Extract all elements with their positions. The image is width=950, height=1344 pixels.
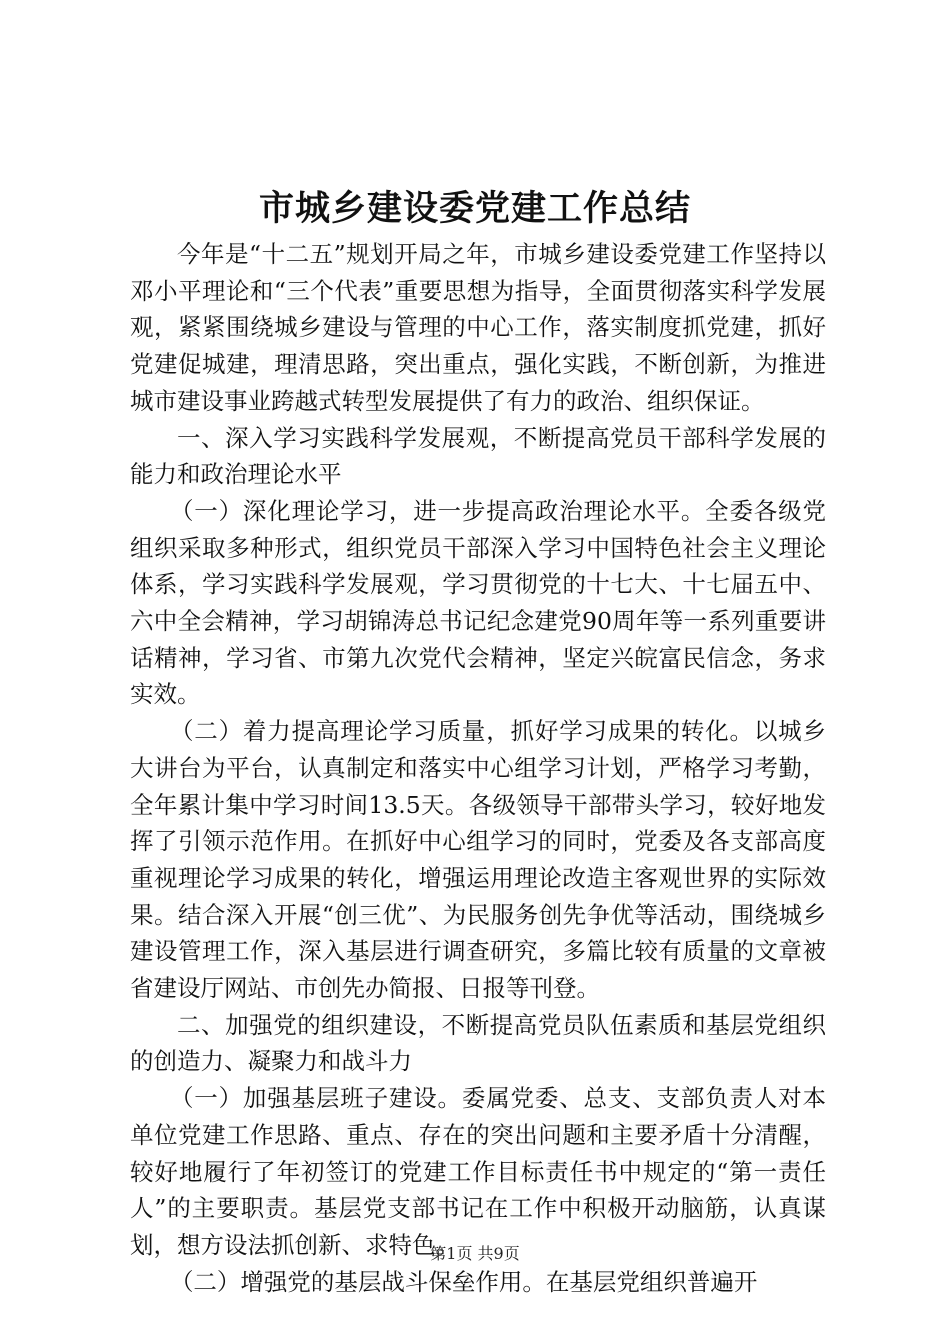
subsection-paragraph-1-2: （二）着力提高理论学习质量，抓好学习成果的转化。以城乡大讲台为平台，认真制定和落实中心组学习计划，严格学习考勤，全年累计集中学习时间13.5天。各级领导干部带头学习，较好地发挥了引领示范作用。在抓好中心组学习的同时，党委及各支部高度重视理论学习成果的转化，增强运用理论改造主客观世界的实际效果。结合深入开展“创三优”、为民服务创先争优等活动，围绕城乡建设管理工作，深入基层进行调查研究，多篇比较有质量的文章被省建设厅网站、市创先办简报、日报等刊登。 [130, 717, 826, 1003]
subsection-paragraph-2-1: （一）加强基层班子建设。委属党委、总支、支部负责人对本单位党建工作思路、重点、存在的突出问题和主要矛盾十分清醒，较好地履行了年初签订的党建工作目标责任书中规定的“第一责任人”的主要职责。基层党支部书记在工作中积极开动脑筋，认真谋划，想方设法抓创新、求特色。 [130, 1084, 826, 1259]
document-body [130, 236, 826, 1300]
intro-paragraph: 今年是“十二五”规划开局之年，市城乡建设委党建工作坚持以邓小平理论和“三个代表”重要思想为指导，全面贯彻落实科学发展观，紧紧围绕城乡建设与管理的中心工作，落实制度抓党建，抓好党建促城建，理清思路，突出重点，强化实践，不断创新，为推进城市建设事业跨越式转型发展提供了有力的政治、组织保证。 [130, 240, 826, 415]
subsection-paragraph-1-1: （一）深化理论学习，进一步提高政治理论水平。全委各级党组织采取多种形式，组织党员干部深入学习中国特色社会主义理论体系，学习实践科学发展观，学习贯彻党的十七大、十七届五中、六中全会精神，学习胡锦涛总书记纪念建党90周年等一系列重要讲话精神，学习省、市第九次党代会精神，坚定兴皖富民信念，务求实效。 [130, 496, 826, 709]
document-title: 市城乡建设委党建工作总结 [258, 188, 691, 229]
section-heading-2: 二、加强党的组织建设，不断提高党员队伍素质和基层党组织的创造力、凝聚力和战斗力 [130, 1010, 826, 1076]
page-number-footer: 第1页 共9页 [430, 1244, 520, 1263]
subsection-paragraph-2-2: （二）增强党的基层战斗保垒作用。在基层党组织普遍开 [169, 1267, 758, 1296]
section-heading-1: 一、深入学习实践科学发展观，不断提高党员干部科学发展的能力和政治理论水平 [130, 423, 826, 489]
